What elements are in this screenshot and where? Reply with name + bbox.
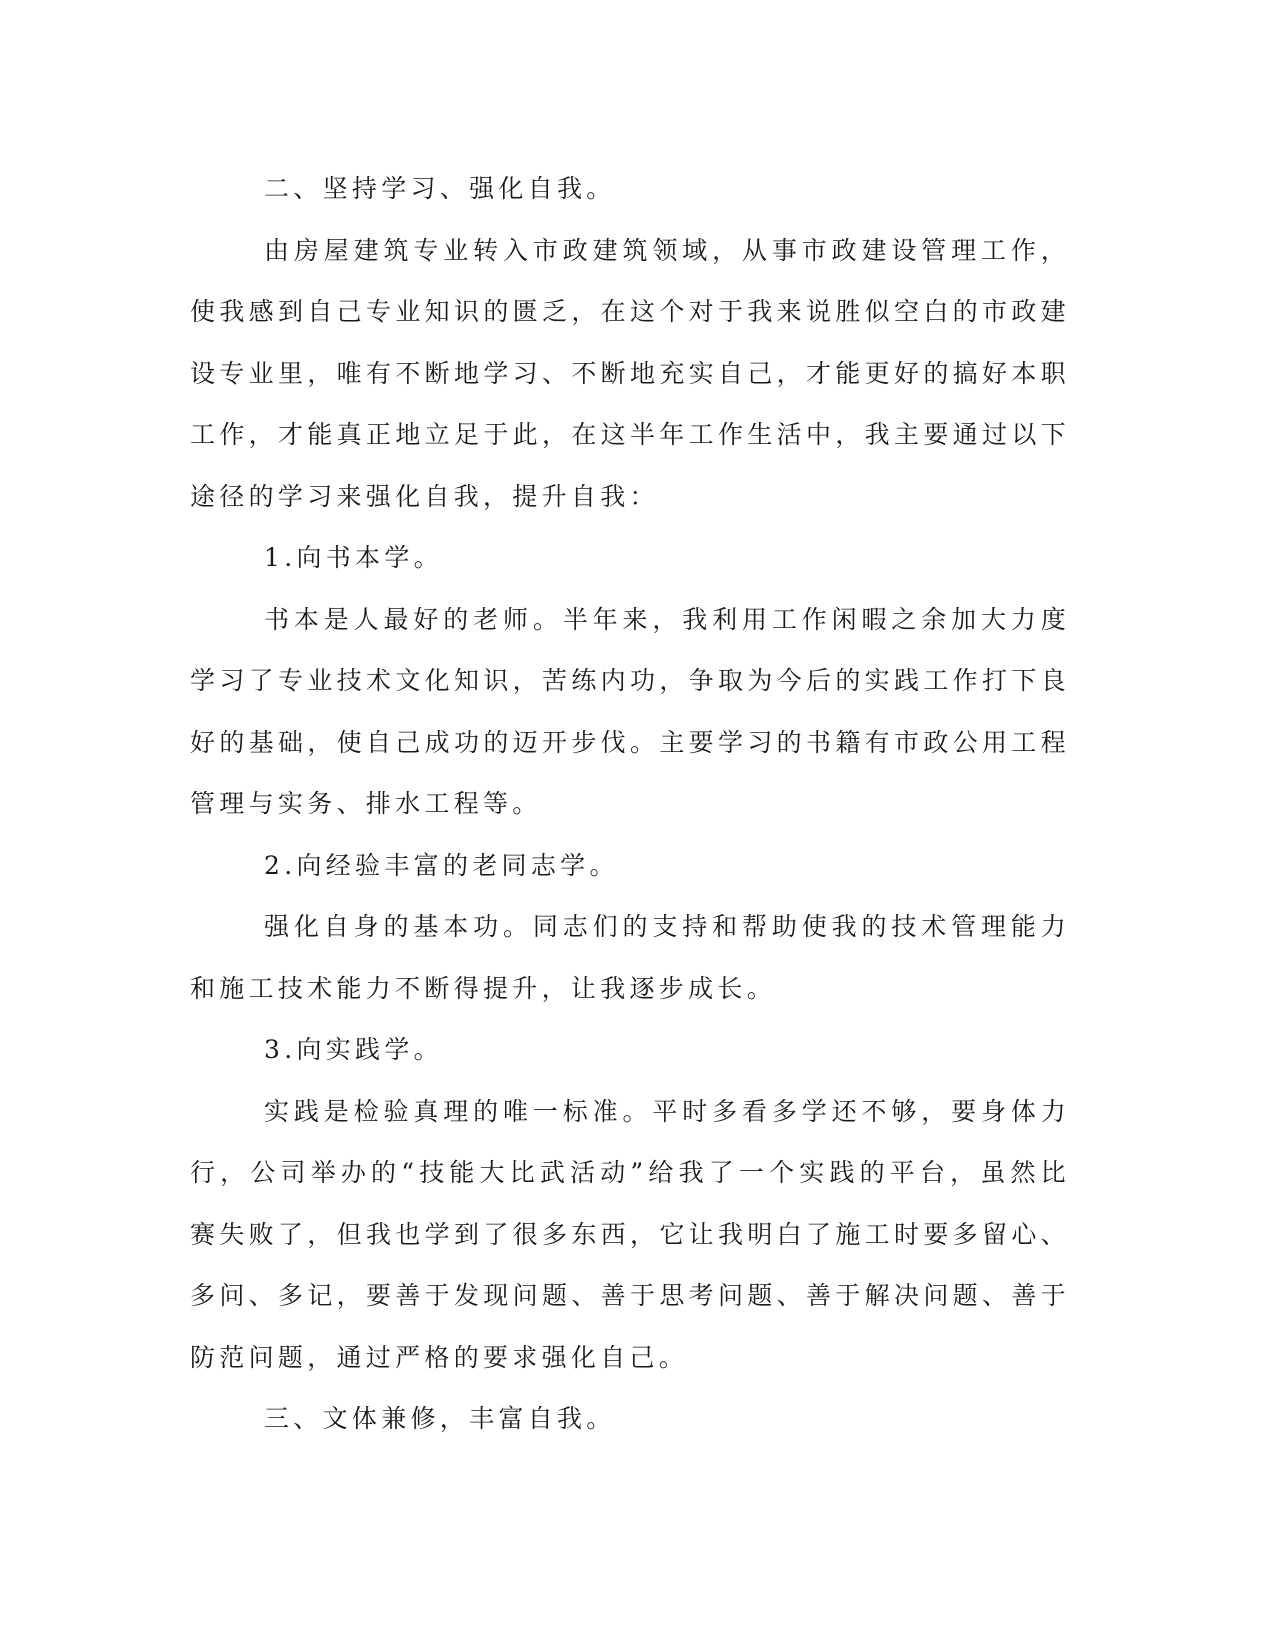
section-heading-two: 二、坚持学习、强化自我。 [264,174,616,203]
paragraph-practice: 实践是检验真理的唯一标准。平时多看多学还不够，要身体力行，公司举办的“技能大比武活动”给我了一个实践的平台，虽然比赛失败了，但我也学到了很多东西，它让我明白了施工时要多留心、多问、多记，要善于发现问题、善于思考问题、善于解决问题、善于防范问题，通过严格的要求强化自己。 [190,1096,1070,1372]
intro-paragraph: 由房屋建筑专业转入市政建筑领域，从事市政建设管理工作，使我感到自己专业知识的匮乏，在这个对于我来说胜似空白的市政建设专业里，唯有不断地学习、不断地充实自己，才能更好的搞好本职工作，才能真正地立足于此，在这半年工作生活中，我主要通过以下途径的学习来强化自我，提升自我： [190,235,1070,511]
document-body [190,158,1070,1450]
subheading-three: 3.向实践学。 [264,1035,443,1064]
subheading-one: 1.向书本学。 [264,543,443,572]
subheading-two: 2.向经验丰富的老同志学。 [264,850,619,880]
paragraph-colleagues: 强化自身的基本功。同志们的支持和帮助使我的技术管理能力和施工技术能力不断得提升，让我逐步成长。 [190,912,1070,1003]
paragraph-books: 书本是人最好的老师。半年来，我利用工作闲暇之余加大力度学习了专业技术文化知识，苦练内功，争取为今后的实践工作打下良好的基础，使自己成功的迈开步伐。主要学习的书籍有市政公用工程管理与实务、排水工程等。 [190,604,1070,818]
section-heading-three: 三、文体兼修，丰富自我。 [264,1404,616,1433]
